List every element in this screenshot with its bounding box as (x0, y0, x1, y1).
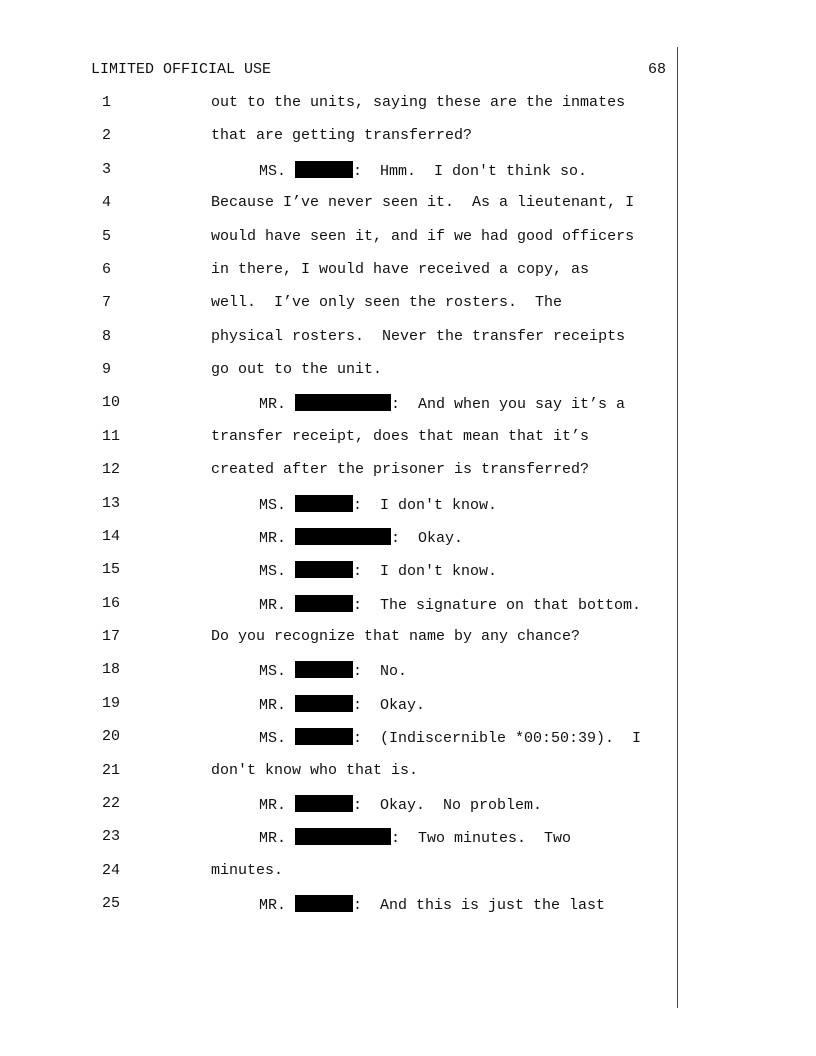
line-content: well. I’ve only seen the rosters. The (211, 294, 563, 311)
speaker-line (259, 828, 571, 847)
line-text (211, 194, 634, 211)
speaker-title: MS. (259, 563, 296, 580)
redaction-box (295, 895, 353, 912)
speaker-line (259, 795, 542, 814)
transcript-line (0, 194, 680, 214)
transcript-line (0, 862, 680, 882)
transcript-line (0, 795, 680, 815)
line-number: 8 (102, 328, 112, 345)
line-content: : And this is just the last (353, 897, 606, 914)
transcript-line (0, 428, 680, 448)
speaker-title: MR. (259, 797, 296, 814)
transcript-line (0, 828, 680, 848)
redaction-box (295, 795, 353, 812)
speaker-title: MR. (259, 697, 296, 714)
transcript-line (0, 661, 680, 681)
speaker-line (259, 728, 641, 747)
redaction-box (295, 394, 391, 411)
transcript-line (0, 127, 680, 147)
redaction-box (295, 161, 353, 178)
line-number: 4 (102, 194, 112, 211)
speaker-line (259, 394, 625, 413)
line-number: 14 (102, 528, 121, 545)
line-number: 12 (102, 461, 121, 478)
line-content: : No. (353, 663, 408, 680)
line-number: 10 (102, 394, 121, 411)
line-content: : And when you say it’s a (391, 396, 626, 413)
line-content: : Okay. No problem. (353, 797, 543, 814)
transcript-line (0, 495, 680, 515)
line-text (211, 862, 283, 879)
line-content: Do you recognize that name by any chance? (211, 628, 581, 645)
redaction-box (295, 495, 353, 512)
line-number: 18 (102, 661, 121, 678)
line-text (211, 461, 589, 478)
line-number: 13 (102, 495, 121, 512)
line-content: : Okay. (391, 530, 464, 547)
transcript-line (0, 361, 680, 381)
line-content: that are getting transferred? (211, 127, 473, 144)
redaction-box (295, 828, 391, 845)
line-number: 2 (102, 127, 112, 144)
transcript-line (0, 695, 680, 715)
line-number: 17 (102, 628, 121, 645)
transcript-line (0, 561, 680, 581)
redaction-box (295, 595, 353, 612)
transcript-line (0, 528, 680, 548)
speaker-title: MS. (259, 163, 296, 180)
line-number: 23 (102, 828, 121, 845)
speaker-title: MR. (259, 897, 296, 914)
speaker-title: MR. (259, 396, 296, 413)
line-text (211, 428, 589, 445)
line-number: 16 (102, 595, 121, 612)
line-number: 21 (102, 762, 121, 779)
line-content: out to the units, saying these are the inmates (211, 94, 626, 111)
line-number: 25 (102, 895, 121, 912)
transcript-line (0, 261, 680, 281)
line-number: 22 (102, 795, 121, 812)
line-text (211, 628, 580, 645)
line-content: in there, I would have received a copy, as (211, 261, 590, 278)
line-text (211, 261, 589, 278)
line-number: 3 (102, 161, 112, 178)
speaker-title: MS. (259, 730, 296, 747)
line-number: 6 (102, 261, 112, 278)
line-content: : I don't know. (353, 497, 498, 514)
transcript-line (0, 161, 680, 181)
transcript-line (0, 895, 680, 915)
line-content: minutes. (211, 862, 284, 879)
speaker-line (259, 561, 497, 580)
speaker-line (259, 595, 641, 614)
transcript-line (0, 595, 680, 615)
transcript-line (0, 228, 680, 248)
line-text (211, 361, 382, 378)
line-content: go out to the unit. (211, 361, 383, 378)
line-number: 5 (102, 228, 112, 245)
speaker-line (259, 161, 587, 180)
speaker-line (259, 528, 463, 547)
page-number: 68 (647, 61, 666, 78)
line-number: 11 (102, 428, 121, 445)
line-number: 24 (102, 862, 121, 879)
transcript-line (0, 461, 680, 481)
line-content: : Hmm. I don't think so. (353, 163, 588, 180)
redaction-box (295, 695, 353, 712)
line-number: 15 (102, 561, 121, 578)
speaker-line (259, 695, 425, 714)
classification-header: LIMITED OFFICIAL USE (91, 61, 272, 78)
line-text (211, 328, 625, 345)
line-text (211, 762, 418, 779)
transcript-line (0, 628, 680, 648)
line-content: don't know who that is. (211, 762, 419, 779)
speaker-title: MS. (259, 497, 296, 514)
line-content: physical rosters. Never the transfer receipts (211, 328, 626, 345)
transcript-line (0, 394, 680, 414)
line-number: 9 (102, 361, 112, 378)
line-content: : Okay. (353, 697, 426, 714)
transcript-line (0, 94, 680, 114)
speaker-title: MS. (259, 663, 296, 680)
line-text (211, 94, 625, 111)
redaction-box (295, 661, 353, 678)
line-content: would have seen it, and if we had good officers (211, 228, 635, 245)
speaker-line (259, 895, 605, 914)
speaker-title: MR. (259, 597, 296, 614)
line-content: : Two minutes. Two (391, 830, 572, 847)
speaker-title: MR. (259, 830, 296, 847)
transcript-line (0, 294, 680, 314)
speaker-line (259, 495, 497, 514)
line-number: 19 (102, 695, 121, 712)
speaker-line (259, 661, 407, 680)
line-content: : I don't know. (353, 563, 498, 580)
redaction-box (295, 561, 353, 578)
line-number: 1 (102, 94, 112, 111)
line-content: Because I’ve never seen it. As a lieutenant, I (211, 194, 635, 211)
line-content: created after the prisoner is transferred? (211, 461, 590, 478)
speaker-title: MR. (259, 530, 296, 547)
line-content: : The signature on that bottom. (353, 597, 642, 614)
redaction-box (295, 728, 353, 745)
line-text (211, 294, 562, 311)
transcript-line (0, 762, 680, 782)
line-number: 7 (102, 294, 112, 311)
redaction-box (295, 528, 391, 545)
line-content: transfer receipt, does that mean that it’s (211, 428, 590, 445)
transcript-line (0, 728, 680, 748)
line-number: 20 (102, 728, 121, 745)
line-text (211, 228, 634, 245)
transcript-line (0, 328, 680, 348)
line-text (211, 127, 472, 144)
line-content: : (Indiscernible *00:50:39). I (353, 730, 642, 747)
